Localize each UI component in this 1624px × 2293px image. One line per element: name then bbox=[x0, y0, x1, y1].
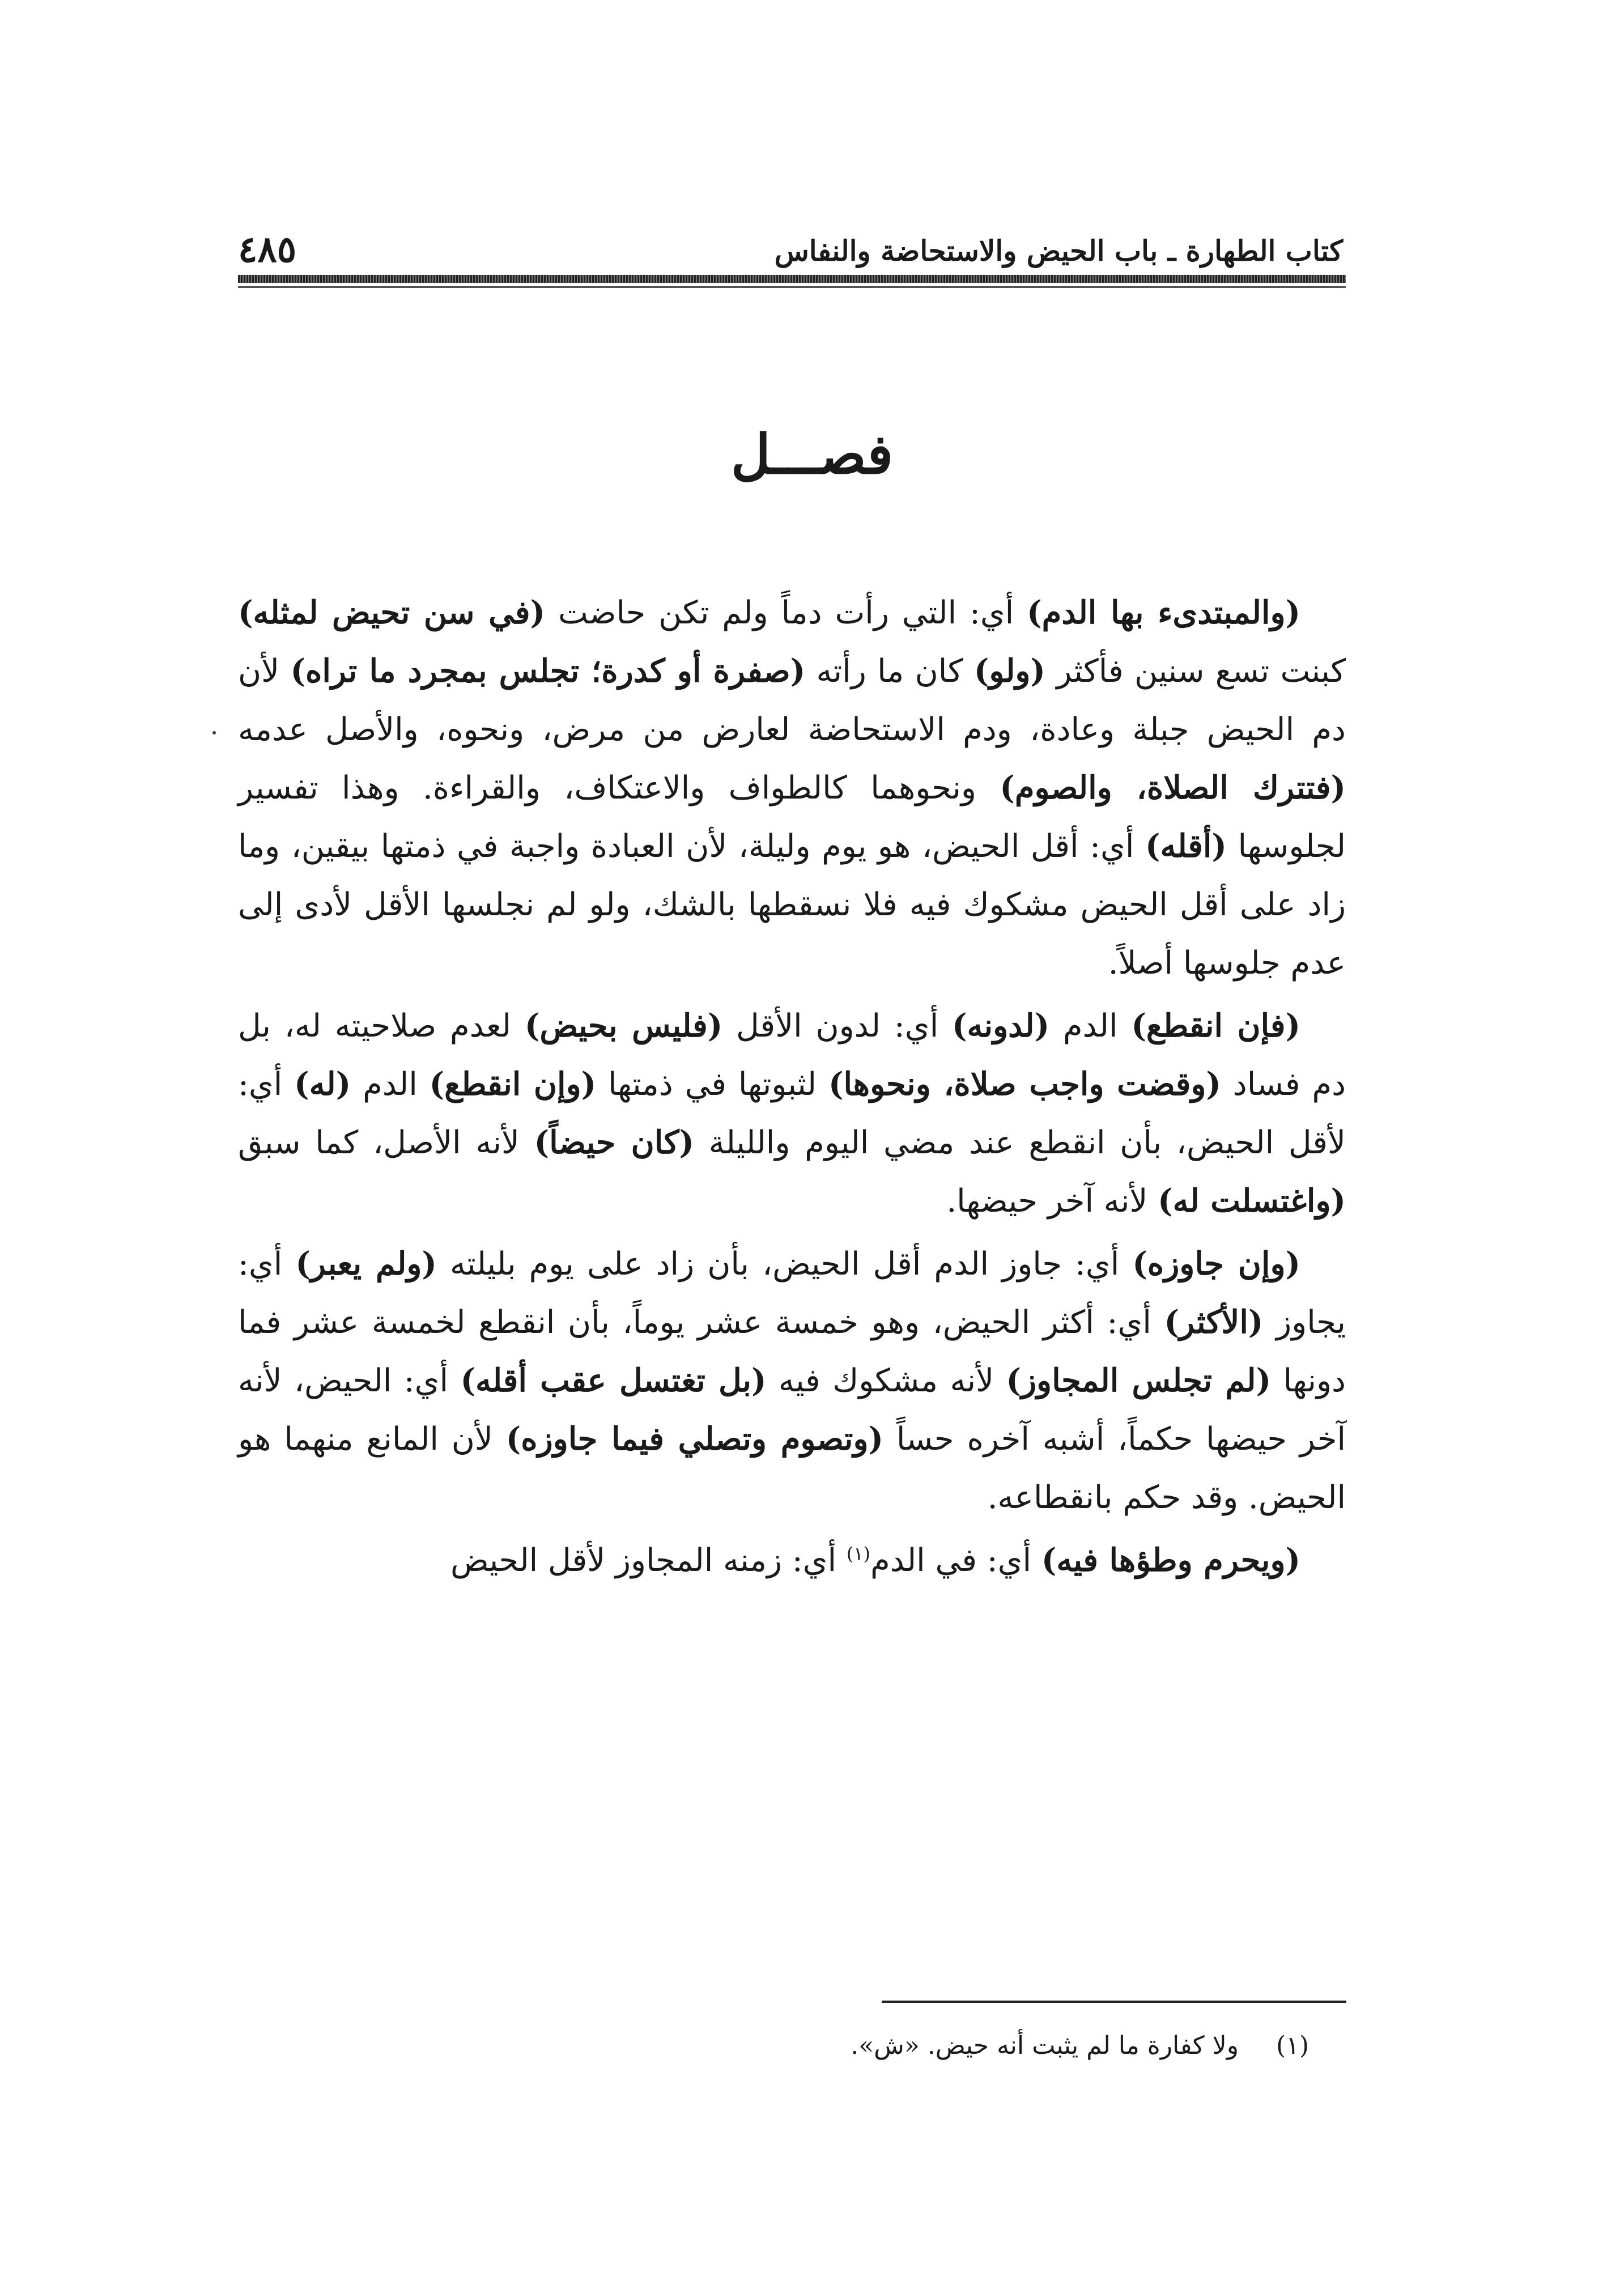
sharh-text: لعدم صلاحيته له، بل دم فساد bbox=[238, 1008, 1346, 1103]
footnote-ref: (١) bbox=[846, 1543, 871, 1565]
footnote-number: (١) bbox=[1276, 2031, 1309, 2060]
sharh-text: أي: لأقل الحيض، بأن انقطع عند مضي اليوم والليلة bbox=[238, 1066, 1346, 1161]
sharh-text: أي: أقل الحيض، هو يوم وليلة، لأن العبادة واجبة في ذمتها بيقين، وما زاد على أقل الحيض مشكوك فيه فلا نسقطها بالشك، ولو لم نجلسها الأقل لأدى إلى عدم جلوسها أصلاً. bbox=[238, 828, 1346, 982]
scan-speck bbox=[212, 731, 216, 734]
matn-text: (لم تجلس المجاوز) bbox=[1006, 1362, 1272, 1399]
main-text bbox=[238, 584, 1346, 1594]
sharh-text: أي: لدون الأقل bbox=[722, 1008, 952, 1044]
sharh-text: لأنه مشكوك فيه bbox=[766, 1362, 1006, 1399]
matn-text: (وتصوم وتصلي فيما جاوزه) bbox=[505, 1420, 883, 1458]
footnote bbox=[238, 2029, 1309, 2063]
sharh-text: لأنه الأصل، كما سبق bbox=[238, 1124, 534, 1161]
matn-text: (أقله) bbox=[1145, 827, 1227, 865]
matn-text: (كان حيضاً) bbox=[534, 1124, 695, 1161]
sharh-text: لأنه آخر حيضها. bbox=[946, 1183, 1158, 1220]
running-title: كتاب الطهارة ـ باب الحيض والاستحاضة والنفاس bbox=[774, 234, 1343, 267]
matn-text: (له) bbox=[294, 1065, 351, 1103]
matn-text: (وإن انقطع) bbox=[429, 1065, 597, 1103]
sharh-text: أي: الحيض، لأنه آخر حيضها حكماً، أشبه آخره حساً bbox=[238, 1362, 1346, 1458]
sharh-text: كبنت تسع سنين فأكثر bbox=[1045, 653, 1346, 690]
matn-text: (ويحرم وطؤها فيه) bbox=[1041, 1542, 1300, 1579]
section-heading: فصـــل bbox=[730, 422, 894, 486]
matn-text: (والمبتدىء بها الدم) bbox=[1027, 594, 1300, 631]
matn-text: (بل تغتسل عقب أقله) bbox=[460, 1362, 767, 1399]
page-number: ٤٨٥ bbox=[238, 228, 297, 271]
matn-text: (ولو) bbox=[973, 652, 1045, 690]
sharh-text: أي: التي رأت دماً ولم تكن حاضت bbox=[545, 595, 1027, 631]
matn-text: (ولم يعبر) bbox=[295, 1245, 437, 1283]
footnote-rule bbox=[882, 2001, 1346, 2003]
sharh-text: أي: في الدم bbox=[870, 1542, 1041, 1579]
matn-text: (صفرة أو كدرة؛ تجلس بمجرد ما تراه) bbox=[290, 652, 806, 690]
matn-text: (وإن جاوزه) bbox=[1132, 1245, 1301, 1283]
sharh-text: أي: زمنه المجاوز لأقل الحيض bbox=[450, 1542, 847, 1579]
header-rule bbox=[238, 275, 1346, 283]
sharh-text: لثبوتها في ذمتها bbox=[596, 1066, 828, 1103]
sharh-text: أي: أكثر الحيض، وهو خمسة عشر يوماً، بأن انقطع لخمسة عشر فما دونها bbox=[238, 1304, 1346, 1399]
sharh-text: أي: جاوز الدم أقل الحيض، بأن زاد على يوم بليلته bbox=[436, 1246, 1133, 1283]
sharh-text: ونحوهما كالطواف والاعتكاف، والقراءة. وهذا تفسير لجلوسها bbox=[238, 770, 1346, 865]
matn-text: (واغتسلت له) bbox=[1158, 1182, 1346, 1220]
sharh-text: كان ما رأته bbox=[805, 653, 974, 690]
sharh-text: الدم bbox=[1049, 1008, 1132, 1044]
matn-text: (فتترك الصلاة، والصوم) bbox=[1000, 769, 1346, 806]
header-rule-thin bbox=[238, 286, 1346, 288]
paragraph bbox=[238, 997, 1346, 1230]
sharh-text: لأن المانع منهما هو الحيض. وقد حكم بانقطاعه. bbox=[238, 1421, 1346, 1516]
sharh-text: لأن دم الحيض جبلة وعادة، ودم الاستحاضة لعارض من مرض، ونحوه، والأصل عدمه bbox=[238, 653, 1346, 748]
matn-text: (لدونه) bbox=[951, 1007, 1050, 1044]
matn-text: (الأكثر) bbox=[1164, 1303, 1264, 1341]
footnote-text: ولا كفارة ما لم يثبت أنه حيض. «ش». bbox=[851, 2031, 1239, 2060]
paragraph bbox=[238, 1235, 1346, 1527]
paragraph bbox=[238, 584, 1346, 992]
matn-text: (في سن تحيض لمثله) bbox=[238, 594, 546, 631]
matn-text: (فليس بحيض) bbox=[524, 1007, 723, 1044]
matn-text: (فإن انقطع) bbox=[1131, 1007, 1301, 1044]
paragraph bbox=[238, 1531, 1346, 1590]
matn-text: (وقضت واجب صلاة، ونحوها) bbox=[828, 1065, 1221, 1103]
sharh-text: الدم bbox=[351, 1066, 430, 1103]
sharh-text: أي: يجاوز bbox=[238, 1246, 1346, 1341]
